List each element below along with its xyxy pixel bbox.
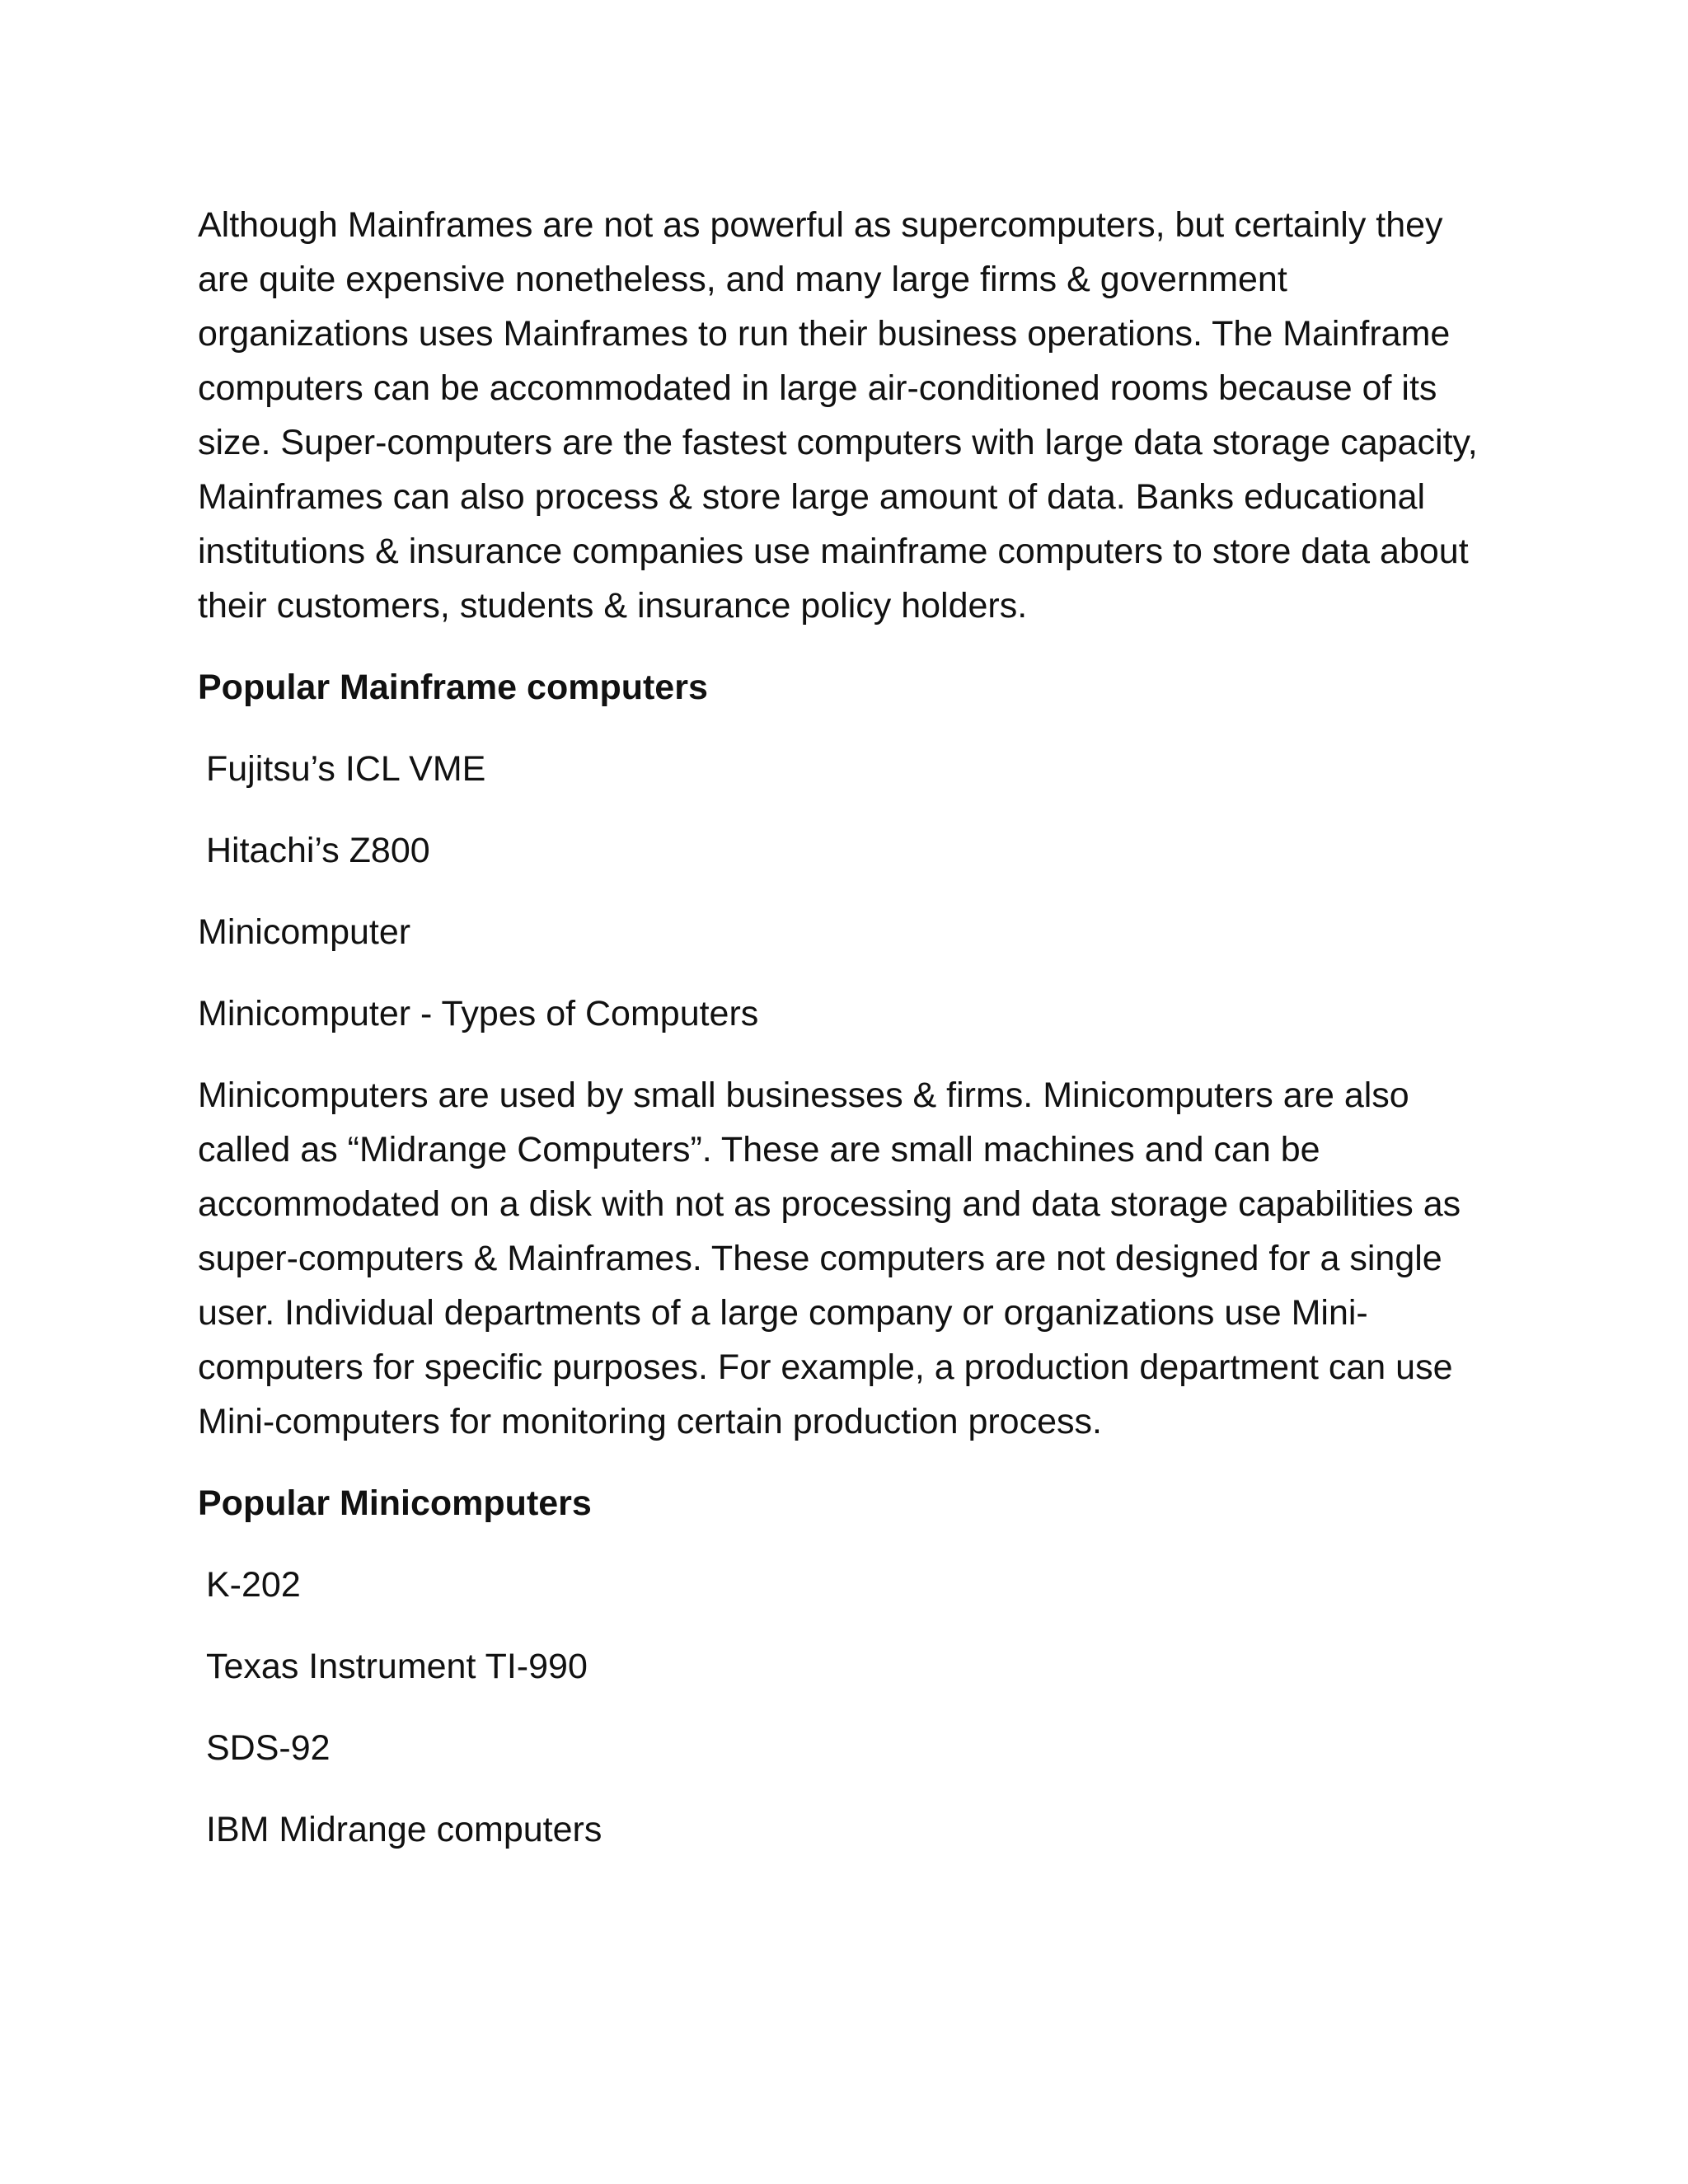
minicomputer-item: IBM Midrange computers (206, 1810, 603, 1849)
mainframe-item: Hitachi’s Z800 (206, 831, 430, 870)
minicomputer-item: SDS-92 (206, 1728, 331, 1768)
minicomputer-title: Minicomputer (198, 912, 411, 952)
intro-paragraph: Although Mainframes are not as powerful as supercomputers, but certainly they are quite expensive nonetheless, and many large firms & government organizations uses Mainframes to run their business operations. The Mainframe computers can be accommodated in large air-conditioned rooms because of its size. Super-computers are the fastest computers with large data storage capacity, Mainframes can also process & store large amount of data. Banks educational institutions & insurance companies use mainframe computers to store data about their customers, students & insurance policy holders. (198, 205, 1478, 626)
minicomputer-item: Texas Instrument TI-990 (206, 1647, 588, 1686)
minicomputer-heading: Popular Minicomputers (198, 1483, 592, 1523)
mainframe-heading: Popular Mainframe computers (198, 668, 708, 707)
minicomputer-subtitle: Minicomputer - Types of Computers (198, 994, 759, 1033)
minicomputer-paragraph: Minicomputers are used by small businesses & firms. Minicomputers are also called as “Midrange Computers”. These are small machines and can be accommodated on a disk with not as processing and data storage capabilities as super-computers & Mainframes. These computers are not designed for a single user. Individual departments of a large company or organizations use Mini-computers for specific purposes. For example, a production department can use Mini-computers for monitoring certain production process. (198, 1076, 1461, 1441)
document-content (198, 198, 1496, 1884)
minicomputer-item: K-202 (206, 1565, 301, 1605)
mainframe-item: Fujitsu’s ICL VME (206, 749, 486, 789)
